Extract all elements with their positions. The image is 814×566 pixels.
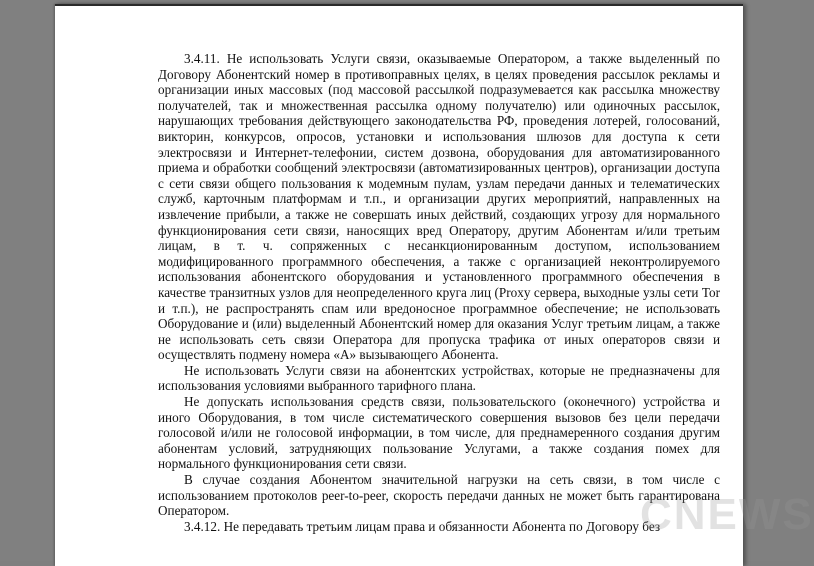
paragraph-no-interference: Не допускать использования средств связи, пользовательского (оконечного) устройства и иного Оборудования, в том числе систематического совершения вызовов без цели передачи голосовой и/или не голосовой информации, в том числе, для преднамеренного создания другим абонентам условий, затрудняющих пользование Услугами, а также создания помех для нормального функционирования сети связи.	[158, 394, 720, 472]
watermark-logo: CNEWS	[640, 490, 814, 539]
paragraph-3-4-12: 3.4.12. Не передавать третьим лицам права и обязанности Абонента по Договору без	[184, 518, 661, 534]
document-text	[158, 51, 720, 534]
paragraph-peer-to-peer: В случае создания Абонентом значительной нагрузки на сеть связи, в том числе с использованием протоколов peer-to-peer, скорость передачи данных не может быть гарантирована Оператором.	[158, 472, 720, 519]
paragraph-3-4-11: 3.4.11. Не использовать Услуги связи, оказываемые Оператором, а также выделенный по Договору Абонентский номер в противоправных целях, в целях проведения рассылок рекламы и организации иных массовых (под массовой рассылкой подразумевается как рассылка множеству получателей, так и множественная рассылка одному получателю) или одиночных рассылок, нарушающих требования действующего законодательства РФ, проведения лотерей, голосований, викторин, конкурсов, опросов, установки и использования шлюзов для доступа к сети электросвязи и Интернет-телефонии, систем дозвона, оборудования для автоматизированного приема и обработки сообщений электросвязи (автоматизированных центров), организации доступа с сети связи общего пользования к модемным пулам, узлам передачи данных и телематических служб, карточным платформам и т.п., и организации других мероприятий, направленных на извлечение прибыли, а также не совершать иных действий, создающих угрозу для нормального функционирования сети связи, наносящих вред Оператору, другим Абонентам и/или третьим лицам, в т. ч. сопряженных с несанкционированным доступом, использованием модифицированного программного обеспечения, а также с организацией неконтролируемого использования абонентского оборудования и установленного программного обеспечения в качестве транзитных узлов для неопределенного круга лиц (Proxy сервера, выходные узлы сети Tor и т.п.), не распространять спам или вредоносное программное обеспечение; не использовать Оборудование и (или) выделенный Абонентский номер для оказания Услуг третьим лицам, а также не использовать сеть связи Оператора для пропуска трафика от иных операторов связи и осуществлять подмену номера «А» вызывающего Абонента.	[158, 51, 720, 363]
paragraph-usage-devices: Не использовать Услуги связи на абонентских устройствах, которые не предназначены для использования условиями выбранного тарифного плана.	[158, 362, 720, 394]
document-page	[55, 4, 814, 566]
